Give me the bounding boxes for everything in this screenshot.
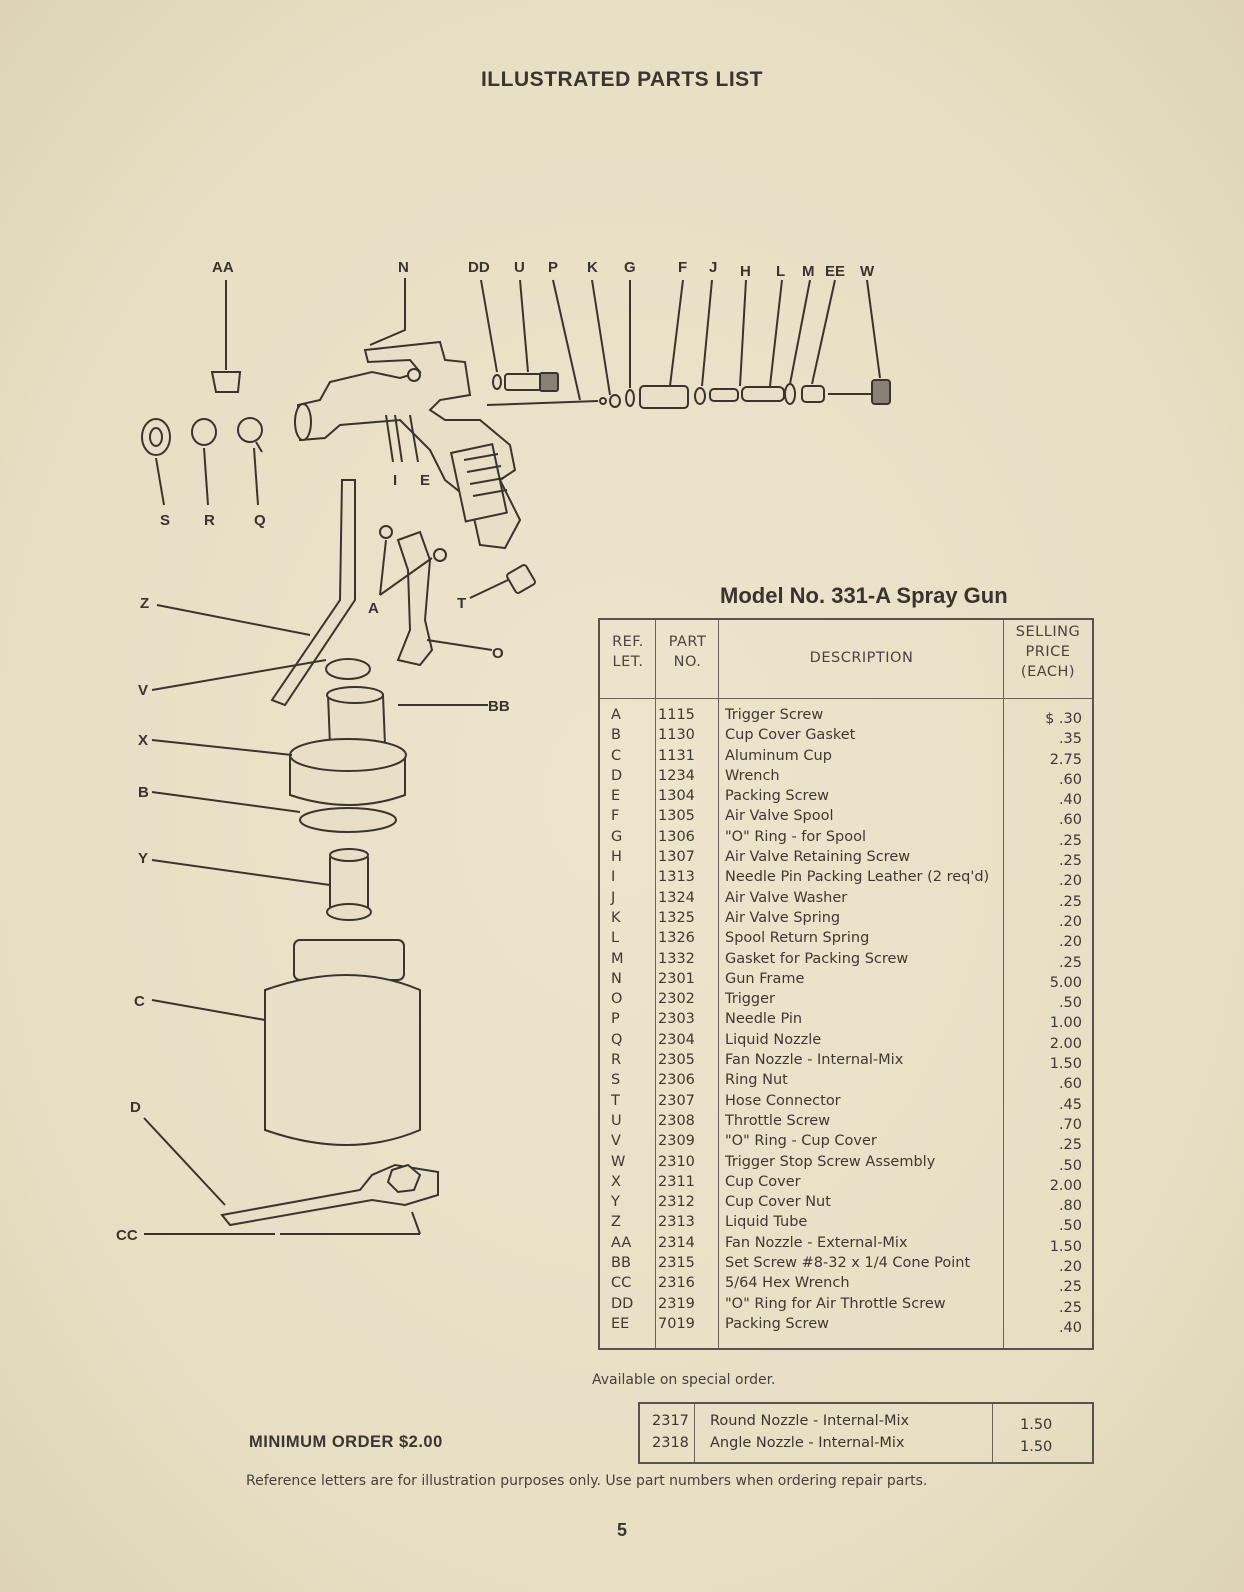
description-cell: Fan Nozzle - Internal-Mix <box>725 1052 904 1069</box>
table-row <box>600 725 1092 748</box>
description-cell: Trigger <box>725 991 776 1008</box>
price-cell: .20 <box>1058 1259 1082 1276</box>
part-no-cell: 2309 <box>658 1133 695 1150</box>
part-no-cell: 1304 <box>658 788 695 805</box>
part-no-cell: 1326 <box>658 930 695 947</box>
part-no-cell: 1325 <box>658 909 695 926</box>
callout-M: M <box>802 263 815 280</box>
ref-cell: R <box>611 1052 622 1069</box>
price-cell: .50 <box>1058 1157 1082 1174</box>
page-title: ILLUSTRATED PARTS LIST <box>480 68 764 91</box>
price-cell: .60 <box>1058 771 1082 788</box>
table-row <box>600 1172 1092 1192</box>
table-row <box>600 1314 1092 1334</box>
special-order-row <box>640 1410 1092 1432</box>
description-cell: Fan Nozzle - External-Mix <box>725 1234 908 1251</box>
table-row <box>600 1070 1092 1093</box>
price-cell: .60 <box>1058 1076 1082 1093</box>
table-row <box>600 1212 1092 1235</box>
price-cell: 5.00 <box>1049 974 1082 991</box>
part-no-cell: 1306 <box>658 828 695 845</box>
part-no-cell: 2301 <box>658 970 695 987</box>
description-cell: 5/64 Hex Wrench <box>725 1275 850 1292</box>
part-no-cell: 2302 <box>658 991 695 1008</box>
callout-B: B <box>138 784 149 801</box>
description-cell: Trigger Stop Screw Assembly <box>725 1153 936 1170</box>
part-no-cell: 1115 <box>658 707 695 723</box>
ref-cell: T <box>611 1092 620 1109</box>
table-row <box>600 786 1092 809</box>
part-no-cell: 1332 <box>658 950 695 967</box>
price-cell: .45 <box>1058 1096 1082 1113</box>
ref-cell: U <box>611 1112 622 1129</box>
description-cell: Air Valve Spring <box>725 909 841 926</box>
price-cell: 1.50 <box>1049 1056 1082 1073</box>
callout-U: U <box>514 259 525 276</box>
ref-cell: Z <box>611 1214 621 1231</box>
ref-cell: M <box>611 950 624 967</box>
callout-E: E <box>420 472 431 489</box>
nozzle-parts-drawing <box>142 372 262 455</box>
special-order-table <box>638 1402 1094 1464</box>
part-no-cell: 2313 <box>658 1214 695 1231</box>
ref-cell: A <box>611 707 621 723</box>
description-cell: Liquid Nozzle <box>725 1031 822 1048</box>
callout-Z: Z <box>140 595 150 612</box>
price-cell: .25 <box>1058 954 1082 971</box>
special-order-note: Available on special order. <box>592 1372 776 1388</box>
description-cell: Gun Frame <box>725 970 805 987</box>
table-row <box>600 928 1092 951</box>
ref-cell: X <box>611 1173 621 1190</box>
callout-AA: AA <box>212 259 234 276</box>
callout-DD: DD <box>468 259 490 276</box>
ref-cell: D <box>611 767 623 784</box>
price-cell: 1.50 <box>1020 1417 1053 1433</box>
ref-cell: DD <box>611 1295 634 1312</box>
price-cell: .25 <box>1058 853 1082 870</box>
description-cell: "O" Ring - for Spool <box>725 828 867 845</box>
callout-P: P <box>548 259 559 276</box>
callout-R: R <box>204 512 215 529</box>
table-row <box>600 1030 1092 1050</box>
price-cell: 2.00 <box>1049 1035 1082 1052</box>
table-row <box>600 1009 1092 1032</box>
description-cell: Needle Pin Packing Leather (2 req'd) <box>725 869 990 886</box>
part-no-cell: 1324 <box>658 889 695 906</box>
price-cell: .40 <box>1058 1319 1082 1336</box>
ref-cell: J <box>611 889 616 906</box>
description-cell: Gasket for Packing Screw <box>725 950 909 967</box>
table-row <box>600 1294 1092 1314</box>
table-row <box>600 1050 1092 1073</box>
part-no-cell: 2318 <box>652 1435 689 1451</box>
part-no-cell: 2303 <box>658 1011 695 1028</box>
table-row <box>600 1233 1092 1253</box>
part-no-cell: 2304 <box>658 1031 695 1048</box>
price-cell: .40 <box>1058 792 1082 809</box>
ref-cell: F <box>611 808 620 825</box>
price-cell: 2.00 <box>1049 1177 1082 1194</box>
callout-C: C <box>134 993 145 1010</box>
ref-cell: CC <box>611 1275 632 1292</box>
minimum-order: MINIMUM ORDER $2.00 <box>249 1433 443 1451</box>
price-cell: .20 <box>1058 873 1082 890</box>
table-row <box>600 1091 1092 1111</box>
part-no-cell: 2312 <box>658 1194 695 1211</box>
ref-cell: H <box>611 849 622 866</box>
ref-cell: N <box>611 970 622 987</box>
price-cell: .25 <box>1058 1299 1082 1316</box>
description-cell: Throttle Screw <box>725 1112 831 1129</box>
gun-frame-drawing <box>295 342 520 548</box>
callout-EE: EE <box>825 263 846 280</box>
part-no-cell: 2319 <box>658 1295 695 1312</box>
callout-L: L <box>776 263 786 280</box>
ref-cell: BB <box>611 1255 631 1272</box>
price-cell: 1.50 <box>1049 1238 1082 1255</box>
description-cell: Packing Screw <box>725 1315 829 1332</box>
table-row <box>600 847 1092 870</box>
ref-cell: W <box>611 1153 626 1170</box>
callout-T: T <box>457 595 467 612</box>
price-cell: .25 <box>1058 893 1082 910</box>
part-no-cell: 2311 <box>658 1173 695 1190</box>
table-row <box>600 949 1092 969</box>
part-no-cell: 2317 <box>652 1413 689 1429</box>
header-ref: REF. LET. <box>612 634 644 670</box>
price-cell: .25 <box>1058 1137 1082 1154</box>
callout-D: D <box>130 1099 141 1116</box>
model-title: Model No. 331-A Spray Gun <box>720 583 1008 608</box>
price-cell: .20 <box>1058 934 1082 951</box>
table-row <box>600 888 1092 908</box>
description-cell: Wrench <box>725 767 780 784</box>
callout-H: H <box>740 263 751 280</box>
part-no-cell: 2315 <box>658 1255 695 1272</box>
price-cell: 2.75 <box>1049 751 1082 768</box>
ref-cell: V <box>611 1133 621 1150</box>
callout-G: G <box>624 259 636 276</box>
callout-Q: Q <box>254 512 266 529</box>
table-row <box>600 1111 1092 1131</box>
callout-I: I <box>393 472 398 489</box>
header-part-no: PART NO. <box>668 634 707 670</box>
part-no-cell: 1305 <box>658 808 695 825</box>
description-cell: Air Valve Washer <box>725 889 848 906</box>
description-cell: Cup Cover Nut <box>725 1194 831 1211</box>
callout-O: O <box>492 645 504 662</box>
callout-Y: Y <box>138 850 149 867</box>
price-cell: .25 <box>1058 1279 1082 1296</box>
ref-cell: EE <box>611 1315 630 1332</box>
part-no-cell: 2314 <box>658 1234 695 1251</box>
callout-J: J <box>709 259 718 276</box>
header-price: SELLING PRICE (EACH) <box>1015 624 1081 680</box>
description-cell: Angle Nozzle - Internal-Mix <box>710 1435 905 1451</box>
table-row <box>600 1273 1092 1296</box>
parts-rows <box>600 705 1092 1334</box>
part-no-cell: 1307 <box>658 849 695 866</box>
table-row <box>600 867 1092 890</box>
price-cell: .50 <box>1058 995 1082 1012</box>
ref-cell: O <box>611 991 623 1008</box>
description-cell: "O" Ring - Cup Cover <box>725 1133 877 1150</box>
table-row <box>600 705 1092 725</box>
table-row <box>600 969 1092 989</box>
parts-table <box>598 618 1094 1350</box>
description-cell: Cup Cover <box>725 1173 801 1190</box>
part-no-cell: 2305 <box>658 1052 695 1069</box>
description-cell: "O" Ring for Air Throttle Screw <box>725 1295 946 1312</box>
description-cell: Cup Cover Gasket <box>725 727 856 744</box>
description-cell: Packing Screw <box>725 788 829 805</box>
price-cell: .25 <box>1058 832 1082 849</box>
description-cell: Hose Connector <box>725 1092 841 1109</box>
ref-cell: G <box>611 828 623 845</box>
part-no-cell: 1130 <box>658 727 695 744</box>
ref-cell: Q <box>611 1031 623 1048</box>
callout-CC: CC <box>116 1227 138 1244</box>
spool-assembly-drawing <box>487 373 890 408</box>
price-cell: .35 <box>1058 731 1082 748</box>
part-no-cell: 1234 <box>658 767 695 784</box>
part-no-cell: 2306 <box>658 1072 695 1089</box>
description-cell: Set Screw #8-32 x 1/4 Cone Point <box>725 1255 971 1272</box>
part-no-cell: 2316 <box>658 1275 695 1292</box>
price-cell: 1.00 <box>1049 1015 1082 1032</box>
page-number: 5 <box>616 1520 627 1540</box>
price-cell: 1.50 <box>1020 1439 1053 1455</box>
part-no-cell: 7019 <box>658 1315 695 1332</box>
price-cell: .70 <box>1058 1116 1082 1133</box>
description-cell: Air Valve Spool <box>725 808 834 825</box>
ref-cell: Y <box>611 1194 620 1211</box>
ref-cell: S <box>611 1072 621 1089</box>
price-cell: .20 <box>1058 913 1082 930</box>
table-row <box>600 1253 1092 1276</box>
table-row <box>600 989 1092 1012</box>
table-row <box>600 1192 1092 1215</box>
callout-K: K <box>587 259 598 276</box>
table-row <box>600 908 1092 928</box>
callout-A: A <box>368 600 379 617</box>
table-row <box>600 1131 1092 1154</box>
part-no-cell: 2310 <box>658 1153 695 1170</box>
price-cell: .60 <box>1058 812 1082 829</box>
table-row <box>600 766 1092 786</box>
callout-V: V <box>138 682 149 699</box>
table-row <box>600 1152 1092 1172</box>
callout-BB: BB <box>488 698 510 715</box>
price-cell: $ .30 <box>1045 711 1082 727</box>
ref-cell: L <box>611 930 620 947</box>
callout-S: S <box>160 512 171 529</box>
callout-W: W <box>860 263 875 280</box>
description-cell: Spool Return Spring <box>725 930 870 947</box>
table-row <box>600 806 1092 829</box>
ref-cell: K <box>611 909 621 926</box>
price-cell: .80 <box>1058 1198 1082 1215</box>
description-cell: Ring Nut <box>725 1072 788 1089</box>
description-cell: Needle Pin <box>725 1011 803 1028</box>
part-no-cell: 2307 <box>658 1092 695 1109</box>
description-cell: Aluminum Cup <box>725 747 832 764</box>
part-no-cell: 1131 <box>658 747 695 764</box>
table-row <box>600 827 1092 847</box>
special-order-row <box>640 1432 1092 1454</box>
part-no-cell: 2308 <box>658 1112 695 1129</box>
description-cell: Liquid Tube <box>725 1214 808 1231</box>
ref-cell: B <box>611 727 621 744</box>
ref-cell: E <box>611 788 621 805</box>
part-no-cell: 1313 <box>658 869 695 886</box>
table-row <box>600 746 1092 766</box>
description-cell: Trigger Screw <box>725 707 824 723</box>
callout-N: N <box>398 259 409 276</box>
ref-cell: P <box>611 1011 620 1028</box>
ref-cell: I <box>611 869 616 886</box>
ref-cell: AA <box>611 1234 632 1251</box>
ref-cell: C <box>611 747 622 764</box>
callout-F: F <box>678 259 688 276</box>
cup-assembly-drawing <box>222 687 438 1234</box>
description-cell: Air Valve Retaining Screw <box>725 849 911 866</box>
footnote: Reference letters are for illustration purposes only. Use part numbers when ordering repair parts. <box>246 1473 928 1489</box>
price-cell: .50 <box>1058 1218 1082 1235</box>
header-description: DESCRIPTION <box>809 650 914 666</box>
description-cell: Round Nozzle - Internal-Mix <box>710 1413 910 1429</box>
callout-X: X <box>138 732 149 749</box>
